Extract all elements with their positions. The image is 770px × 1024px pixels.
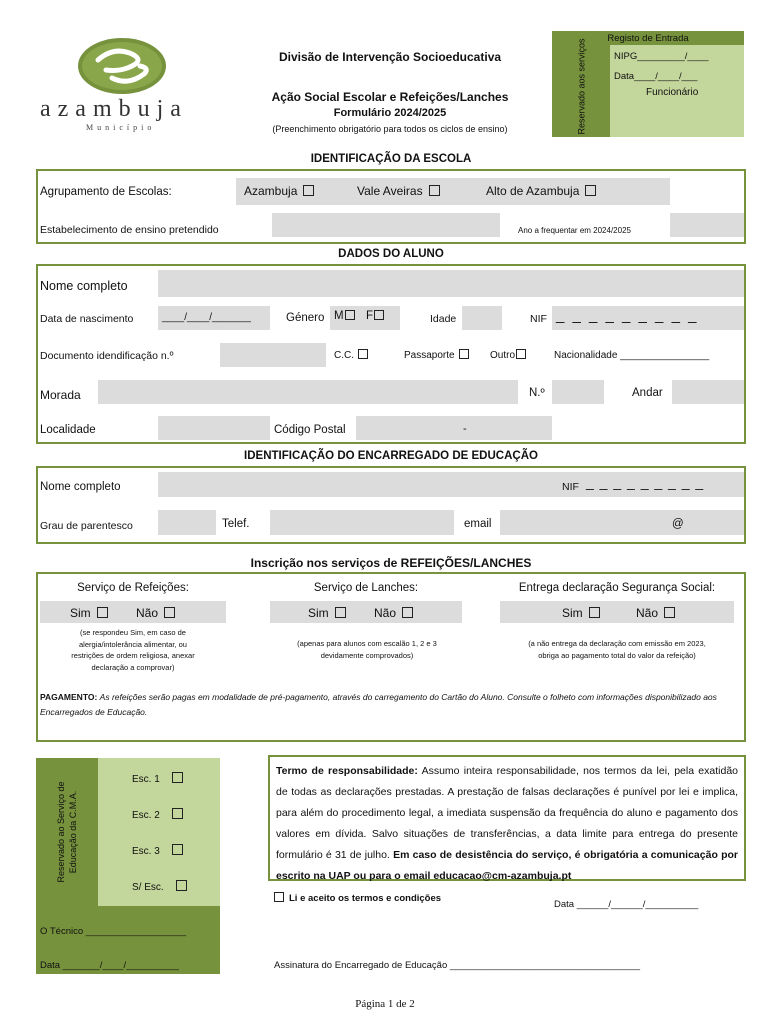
cma-data: Data _______/____/__________ [40, 960, 179, 971]
andar-label: Andar [632, 387, 663, 399]
option-alto-azambuja[interactable]: Alto de Azambuja [486, 184, 596, 198]
genero-f[interactable]: F [366, 310, 384, 322]
localidade-label: Localidade [40, 424, 96, 436]
codigo-postal-field[interactable] [356, 416, 552, 440]
seguranca-note: (a não entrega da declaração com emissão em 2023, obriga ao pagamento total do valor da refeição) [528, 639, 706, 660]
morada-label: Morada [40, 388, 81, 402]
seguranca-nao[interactable]: Não [636, 606, 675, 620]
genero-label: Género [286, 312, 325, 324]
estabelecimento-label: Estabelecimento de ensino pretendido [40, 224, 219, 236]
form-year: Formulário 2024/2025 [333, 107, 447, 119]
ee-grau-label: Grau de parentesco [40, 520, 133, 532]
checkbox-icon[interactable] [664, 607, 675, 618]
cma-sesc[interactable]: S/ Esc. [132, 880, 187, 893]
doc-cc[interactable]: C.C. [334, 349, 368, 361]
checkbox-icon[interactable] [176, 880, 187, 891]
ee-nif-value: _ _ _ _ _ _ _ _ _ [586, 474, 705, 490]
aluno-nif-label: NIF [530, 313, 547, 325]
checkbox-icon[interactable] [345, 310, 355, 320]
lanches-field [270, 601, 462, 623]
registo-nipg: NIPG_________/____ [614, 51, 709, 62]
aluno-nome-field[interactable] [158, 270, 744, 297]
nacionalidade-label: Nacionalidade ________________ [554, 350, 710, 361]
checkbox-icon[interactable] [585, 185, 596, 196]
registo-funcionario: Funcionário [646, 87, 699, 98]
refeicoes-nao[interactable]: Não [136, 606, 175, 620]
pagamento-label: PAGAMENTO: [40, 692, 98, 702]
nascimento-value: ____/____/_______ [162, 312, 251, 323]
checkbox-icon[interactable] [303, 185, 314, 196]
numero-field[interactable] [552, 380, 604, 404]
section-title-aluno: DADOS DO ALUNO [338, 248, 444, 260]
doc-passaporte[interactable]: Passaporte [404, 349, 469, 361]
refeicoes-title: Serviço de Refeições: [77, 582, 189, 594]
checkbox-icon[interactable] [402, 607, 413, 618]
section-title-escola: IDENTIFICAÇÃO DA ESCOLA [310, 153, 472, 165]
numero-label: N.º [529, 387, 545, 399]
ee-email-at: @ [672, 518, 684, 530]
ee-email-label: email [464, 518, 492, 530]
checkbox-icon[interactable] [516, 349, 526, 359]
localidade-field[interactable] [158, 416, 270, 440]
agrupamento-label: Agrupamento de Escolas: [40, 186, 172, 198]
checkbox-icon[interactable] [97, 607, 108, 618]
idade-label: Idade [430, 313, 457, 325]
form-title: Ação Social Escolar e Refeições/Lanches [271, 90, 509, 104]
cma-esc3[interactable]: Esc. 3 [132, 844, 183, 857]
registo-title: Registo de Entrada [607, 33, 689, 44]
option-azambuja[interactable]: Azambuja [244, 184, 314, 198]
aluno-nif-value: _ _ _ _ _ _ _ _ _ [556, 307, 699, 324]
cma-tecnico: O Técnico ___________________ [40, 926, 187, 937]
section-title-servicos: Inscrição nos serviços de REFEIÇÕES/LANCHES [250, 556, 532, 570]
refeicoes-field [40, 601, 226, 623]
checkbox-icon[interactable] [172, 772, 183, 783]
page-number: Página 1 de 2 [355, 998, 415, 1010]
checkbox-icon[interactable] [358, 349, 368, 359]
documento-label: Documento idendificação n.º [40, 350, 174, 362]
checkbox-icon[interactable] [589, 607, 600, 618]
registo-side-label: Reservado aos serviços [576, 38, 587, 135]
termo-text: Assumo inteira responsabilidade, nos termos da lei, pela exatidão de todas as declarações prestadas. A prestação de falsas declarações é punível por lei e implica, para além do procedimento legal, a imediata suspensão da frequência do aluno e pagamento dos valores em dívida. Salvo situações de transferências, a data limite para entrega do presente formulário é 31 de julho. [276, 765, 739, 861]
termo-bold-text: Em caso de desistência do serviço, é obrigatória a comunicação por escrito na UAP ou para o email educacao@cm-azambuja.pt [276, 849, 738, 882]
termo-box [268, 755, 746, 881]
ee-telef-field[interactable] [270, 510, 454, 535]
ee-grau-field[interactable] [158, 510, 216, 535]
lanches-note: (apenas para alunos com escalão 1, 2 e 3 devidamente comprovados) [297, 639, 437, 660]
checkbox-icon[interactable] [172, 844, 183, 855]
refeicoes-note: (se respondeu Sim, em caso de alergia/intolerância alimentar, ou restrições de ordem religiosa, anexar declaração a comprovar) [71, 628, 195, 672]
nascimento-label: Data de nascimento [40, 313, 134, 325]
termo-data: Data ______/______/__________ [554, 899, 699, 910]
aluno-nome-label: Nome completo [40, 279, 128, 293]
checkbox-icon[interactable] [429, 185, 440, 196]
andar-field[interactable] [672, 380, 744, 404]
ano-label: Ano a frequentar em 2024/2025 [518, 226, 631, 235]
section-title-encarregado: IDENTIFICAÇÃO DO ENCARREGADO DE EDUCAÇÃO [244, 450, 538, 462]
aceito-termos[interactable]: Li e aceito os termos e condições [274, 892, 441, 904]
seguranca-title: Entrega declaração Segurança Social: [518, 582, 716, 594]
checkbox-icon[interactable] [274, 892, 284, 902]
registo-box [552, 31, 744, 137]
option-vale-aveiras[interactable]: Vale Aveiras [357, 184, 440, 198]
ee-nif-label: NIF [562, 481, 579, 493]
lanches-title: Serviço de Lanches: [313, 582, 419, 594]
logo-subtext: Município [86, 123, 156, 132]
refeicoes-sim[interactable]: Sim [70, 606, 108, 620]
lanches-nao[interactable]: Não [374, 606, 413, 620]
morada-field[interactable] [98, 380, 518, 404]
seguranca-field [500, 601, 734, 623]
logo-emblem-icon [36, 34, 216, 98]
form-note: (Preenchimento obrigatório para todos os ciclos de ensino) [272, 124, 508, 134]
checkbox-icon[interactable] [374, 310, 384, 320]
cma-side-label: Reservado ao Serviço de Educação da C.M.A. [56, 781, 78, 883]
registo-data: Data____/____/___ [614, 71, 698, 82]
assinatura: Assinatura do Encarregado de Educação ____________________________________ [274, 960, 641, 971]
doc-outro[interactable]: Outro [490, 349, 526, 361]
division-title: Divisão de Intervenção Socioeducativa [278, 50, 502, 64]
genero-m[interactable]: M [334, 310, 355, 322]
idade-field[interactable] [462, 306, 502, 330]
estabelecimento-field[interactable] [272, 213, 500, 237]
municipality-logo [36, 34, 216, 134]
checkbox-icon[interactable] [164, 607, 175, 618]
lanches-sim[interactable]: Sim [308, 606, 346, 620]
pagamento-text: PAGAMENTO: As refeições serão pagas em modalidade de pré-pagamento, através do carregamento do Cartão do Aluno. Consulte o folheto com informações disponibilizado aos Encarregados de Educação. [40, 692, 717, 717]
seguranca-sim[interactable]: Sim [562, 606, 600, 620]
ee-email-field[interactable] [500, 510, 744, 535]
logo-text: azambuja [40, 96, 188, 122]
codigo-postal-dash: - [463, 423, 467, 435]
cma-esc1[interactable]: Esc. 1 [132, 772, 183, 785]
checkbox-icon[interactable] [172, 808, 183, 819]
ee-telef-label: Telef. [222, 518, 250, 530]
checkbox-icon[interactable] [335, 607, 346, 618]
codigo-postal-label: Código Postal [274, 424, 346, 436]
cma-esc2[interactable]: Esc. 2 [132, 808, 183, 821]
documento-field[interactable] [220, 343, 326, 367]
ano-field[interactable] [670, 213, 744, 237]
checkbox-icon[interactable] [459, 349, 469, 359]
termo-title: Termo de responsabilidade: [276, 765, 418, 777]
ee-nome-label: Nome completo [40, 481, 121, 493]
